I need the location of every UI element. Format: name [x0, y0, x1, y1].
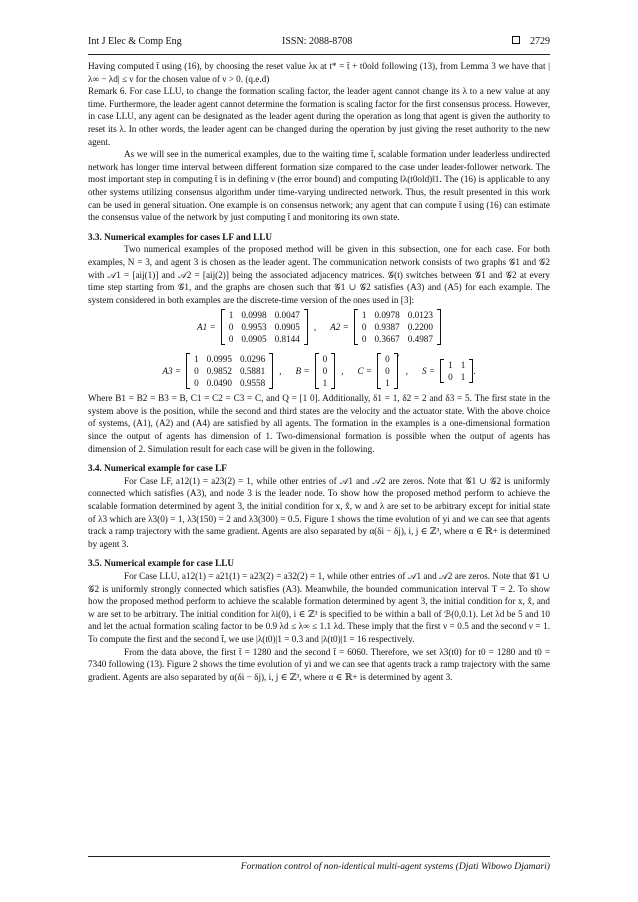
matrix-cell: 0.0978 — [374, 310, 400, 321]
matrix-label-c: C = — [357, 365, 373, 376]
matrix-cell: 1 — [361, 310, 367, 321]
matrix-cell: 0.8144 — [274, 334, 300, 345]
paragraph-waiting-time: As we will see in the numerical examples, due to the waiting time t̄, scalable formation under leaderless undirected network has longer time interval between different formation size compared to the case under leader-follower network. The most important step in computing t̄ is in defining ν (the error bound) and computing ‖λ(t0old)‖1. The (16) is applicable to any other systems utilizing consensus algorithm under time-varying undirected network. Thus, the result presented in this work can be used in general situation. One example is on consensus network; any agent that can compute t̄ using (16) can estimate the consensus value of the network by just computing t̄ and monitoring its own state. — [88, 149, 550, 223]
paper-body — [88, 60, 550, 683]
section-heading-3-4: 3.4. Numerical example for case LF — [88, 463, 227, 474]
matrix-cell: 0.2200 — [407, 322, 433, 333]
matrix-label-s: S = — [422, 365, 436, 376]
matrix-cell: 0 — [361, 334, 367, 345]
paragraph-case-llu: For Case LLU, a12(1) = a21(1) = a23(2) = a32(2) = 1, while other entries of 𝒜1 and 𝒜2 are zeros. Note that 𝒢1 ∪ 𝒢2 is uniformly strongly connected which satisfies (A3). Meanwhile, the bounded communication interval T = 2. To show how the proposed method perform to achieve the scalable formation determined by agent 3, the initial condition for x, x̂, and w are set to be arbitrary. The initial condition for λi(0), i ∈ ℤ³ is specified to be within a ball of ℬ(0,0.1). Let λd be 5 and 10 and let the actual formation scaling factor to be 0.9 λd ≤ λ∞ ≤ 1.1 λd. These imply that the first ν = 0.5 and the second ν = 1. To compute the first and the second t̄, we use |λ(t0)|1 = 0.3 and |λ(t0)|1 = 16 respectively. — [88, 571, 550, 644]
section-heading-3-3: 3.3. Numerical examples for cases LF and LLU — [88, 231, 272, 242]
matrix-cell: 0 — [194, 378, 199, 389]
matrix-cell: 0 — [194, 366, 199, 377]
header-rule — [88, 54, 550, 55]
matrix-cell: 1 — [460, 372, 466, 383]
footer-rule — [88, 856, 550, 857]
matrix-cell: 0 — [385, 354, 390, 365]
transpose-mark: ′ — [397, 353, 400, 364]
running-footer: Formation control of non-identical multi-agent systems (Djati Wibowo Djamari) — [240, 861, 550, 872]
matrix-cell: 0.9852 — [206, 366, 232, 377]
matrix-s — [440, 359, 473, 383]
matrix-cell: 0.0296 — [239, 354, 266, 365]
matrix-cell: 0.0995 — [206, 354, 232, 365]
matrix-cell: 0 — [361, 322, 367, 333]
running-header — [88, 36, 550, 50]
matrix-cell: 0 — [322, 354, 328, 365]
matrix-cell: 0 — [322, 366, 328, 377]
matrix-label-a1: A1 = — [197, 321, 216, 332]
section-heading-3-5: 3.5. Numerical example for case LLU — [88, 558, 235, 569]
matrix-cell: 0.4987 — [407, 334, 433, 345]
matrix-row-1: A1 = 1 0.0998 0.0047 0 0.9953 0.0905 0 0.0905 0.8144 , A2 = 1 0.0978 0.0123 0 0.9387 0.2200 0 0.3667 0.4987 — [88, 306, 550, 348]
page-number: 2729 — [530, 36, 550, 47]
matrix-row-2: A3 = 1 0.0995 0.0296 0 0.9852 0.5881 0 0.0490 0.9558 , B = 0 0 1 , C = 0 0 1 ′ , S = 1 1 0 1 . — [162, 353, 476, 389]
matrix-a3 — [186, 353, 273, 389]
matrix-cell: 0.0123 — [407, 310, 433, 321]
matrix-cell: 0.9953 — [241, 322, 267, 333]
page-number-block — [512, 36, 550, 47]
matrix-cell: 1 — [194, 354, 199, 365]
matrix-cell: 1 — [228, 310, 234, 321]
paragraph-examples-intro: Two numerical examples of the proposed method will be given in this subsection, one for each case. For both examples, N = 3, and agent 3 is chosen as the leader agent. The communication network consists of two graphs 𝒢1 and 𝒢2 with 𝒜1 = [aij(1)] and 𝒜2 = [aij(2)] being the associated adjacency matrices. 𝒢(t) switches between 𝒢1 and 𝒢2 at every time step starting from 𝒢1, and the graphs are chosen such that 𝒢1 ∪ 𝒢2 satisfies (A3) and (A5) for each example. The system considered in both examples are the discrete-time version of the ones used in [3]: — [88, 244, 550, 305]
matrix-cell: 0.0047 — [274, 310, 300, 321]
matrix-cell: 1 — [448, 360, 453, 371]
matrix-cell: 0.5881 — [239, 366, 266, 377]
matrix-b — [315, 353, 336, 389]
matrix-cell: 1 — [385, 378, 390, 389]
matrix-label-a3: A3 = — [162, 365, 182, 376]
matrix-cell: 0.3667 — [374, 334, 400, 345]
matrix-cell: 1 — [322, 378, 328, 389]
paragraph-system-details: Where B1 = B2 = B3 = B, C1 = C2 = C3 = C, and Q = [1 0]. Additionally, δ1 = 1, δ2 = 2 and δ3 = 5. The first state in the system above is the position, while the second and third states are the velocity and the actuator state. With the above choice of systems, (A1), (A2) and (A4) are satisfied by all agents. The formation in the examples is a one-dimensional formation since the output of agents has dimension of 1. Two-dimensional formation is possible when the output of agents has dimension of 2. Simulation result for each case will be given in the following. — [88, 393, 550, 454]
matrix-cell: 0.0998 — [241, 310, 267, 321]
matrix-label-b: B = — [295, 365, 310, 376]
matrix-cell: 0 — [448, 372, 453, 383]
matrix-cell: 1 — [460, 360, 466, 371]
paragraph-case-lf: For Case LF, a12(1) = a23(2) = 1, while other entries of 𝒜1 and 𝒜2 are zeros. Note that 𝒢1 ∪ 𝒢2 is uniformly connected which satisfies (A3), and node 3 is the leader node. To show how the proposed method perform to achieve the scalable formation determined by agent 3, the initial condition for x, x̂, w and λ are set to be arbitrary except for initial state of λ3 which are λ3(0) = 1, λ3(150) = 2 and λ3(300) = 0.5. Figure 1 shows the time evolution of yi and we can see that agents track a ramp trajectory with the same gradient. Agents are also separated by α(δi − δj), i, j ∈ ℤ³, where α ∈ ℝ+ is determined by agent 3. — [88, 475, 550, 549]
matrix-cell: 0 — [228, 334, 234, 345]
matrix-a2 — [354, 309, 441, 345]
matrix-cell: 0.9558 — [239, 378, 266, 389]
issn: ISSN: 2088-8708 — [282, 36, 353, 47]
matrix-cell: 0 — [385, 366, 390, 377]
matrix-cell: 0 — [228, 322, 234, 333]
matrix-cell: 0.9387 — [374, 322, 400, 333]
paragraph-remark-6: Remark 6. For case LLU, to change the formation scaling factor, the leader agent cannot change its λ to a new value at any time. Furthermore, the leader agent cannot determine the formation is scaling factor for the first consensus process. However, in case LLU, any agent can be designated as the leader agent during the operation as long that agent is given the authority to reset its λ. In other words, the leader agent can be changed during the operation by just giving the reset authority to the new agent. — [88, 86, 550, 147]
matrix-cell: 0.0905 — [241, 334, 267, 345]
square-icon — [512, 36, 520, 44]
matrix-cell: 0.0490 — [206, 378, 232, 389]
matrix-a1 — [221, 309, 308, 345]
paragraph-proof-end: Having computed t̄ using (16), by choosing the reset value λκ at t* = t̄ + t0old following (13), from Lemma 3 we have that |λ∞ − λd| ≤ ν for the chosen value of ν > 0. (q.e.d) — [88, 61, 550, 84]
matrix-c — [377, 353, 398, 389]
matrix-label-a2: A2 = — [330, 321, 349, 332]
matrix-cell: 0.0905 — [274, 322, 300, 333]
paragraph-case-llu-result: From the data above, the first t̄ = 1280 and the second t̄ = 6060. Therefore, we set λ3(t0) for t0 = 1280 and t0 = 7340 following (13). Figure 2 shows the time evolution of yi and we can see that agents track a ramp trajectory with the same gradient. Agents are also separated by α(δi − δj), i, j ∈ ℤ³, where α ∈ ℝ+ is determined by agent 3. — [88, 646, 550, 682]
journal-name: Int J Elec & Comp Eng — [88, 36, 182, 47]
